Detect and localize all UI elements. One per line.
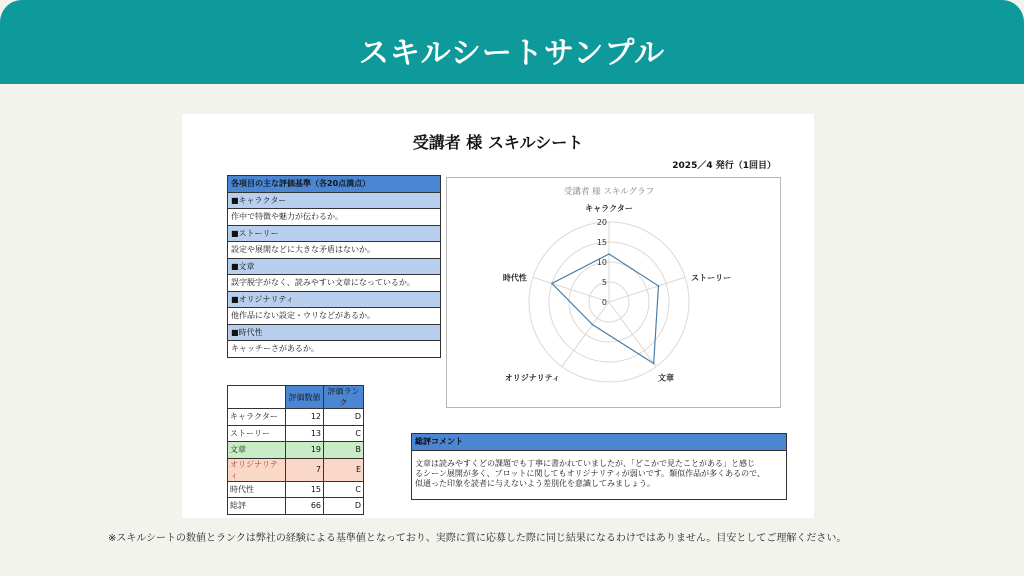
criteria-category: ■ストーリー	[228, 226, 440, 243]
radar-svg	[447, 178, 780, 407]
radar-tick-label: 20	[596, 218, 607, 227]
score-value: 12	[286, 409, 324, 426]
radar-data-point	[592, 324, 594, 326]
criteria-description: 作中で特徴や魅力が伝わるか。	[228, 209, 440, 226]
criteria-table	[227, 175, 441, 358]
radar-tick-label: 5	[601, 278, 607, 287]
radar-tick-label: 10	[596, 258, 607, 267]
comment-line: るシーン展開が多く、プロットに関してもオリジナリティが弱いです。類似作品が多くあるので、	[415, 469, 765, 478]
comment-box	[411, 433, 787, 500]
score-name: ストーリー	[228, 425, 286, 442]
score-rank: D	[324, 409, 364, 426]
score-rank: C	[324, 481, 364, 498]
criteria-heading: 各項目の主な評価基準（各20点満点）	[228, 176, 440, 193]
table-row	[228, 498, 364, 515]
criteria-description: 設定や展開などに大きな矛盾はないか。	[228, 242, 440, 259]
score-rank: C	[324, 425, 364, 442]
radar-category-label: 文章	[658, 373, 675, 383]
chart-title: 受講者 様 スキルグラフ	[563, 187, 655, 197]
score-rank: B	[324, 442, 364, 459]
score-table	[227, 385, 364, 515]
table-row	[228, 481, 364, 498]
issue-date: 2025／4 発行（1回目）	[672, 161, 776, 171]
score-value: 7	[286, 458, 324, 481]
criteria-category: ■キャラクター	[228, 193, 440, 210]
score-name: キャラクター	[228, 409, 286, 426]
header-banner	[0, 0, 1024, 84]
score-header-blank	[228, 386, 286, 409]
score-name: オリジナリティ	[228, 458, 286, 481]
score-rank: D	[324, 498, 364, 515]
skill-radar-chart	[446, 177, 781, 408]
radar-category-label: ストーリー	[691, 273, 732, 283]
radar-data-point	[608, 253, 610, 255]
score-header-value: 評価数値	[286, 386, 324, 409]
comment-body	[412, 451, 786, 489]
score-value: 13	[286, 425, 324, 442]
radar-category-label: 時代性	[502, 273, 527, 283]
table-row	[228, 425, 364, 442]
score-header-rank: 評価ランク	[324, 386, 364, 409]
comment-line: 似通った印象を読者に与えないよう差別化を意識してみましょう。	[415, 479, 655, 488]
radar-series-line	[552, 254, 659, 363]
table-row	[228, 458, 364, 481]
criteria-description: キャッチーさがあるか。	[231, 344, 319, 353]
criteria-category: ■時代性	[228, 325, 440, 342]
score-value: 66	[286, 498, 324, 515]
radar-data-point	[658, 285, 660, 287]
comment-heading: 総評コメント	[412, 434, 786, 451]
radar-spoke	[609, 277, 685, 302]
score-name: 文章	[228, 442, 286, 459]
criteria-category: ■オリジナリティ	[228, 292, 440, 309]
score-name: 時代性	[228, 481, 286, 498]
criteria-description: 他作品にない設定・ウリなどがあるか。	[228, 308, 440, 325]
radar-data-point	[653, 363, 655, 365]
radar-tick-label: 0	[601, 298, 607, 307]
score-header-row	[228, 386, 364, 409]
score-rank: E	[324, 458, 364, 481]
radar-tick-label: 15	[596, 238, 607, 247]
footnote: ※スキルシートの数値とランクは弊社の経験による基準値となっており、実際に賞に応募した際に同じ結果になるわけではありません。目安としてご理解ください。	[108, 533, 847, 544]
table-row	[228, 409, 364, 426]
score-name: 総評	[228, 498, 286, 515]
skill-sheet	[182, 114, 814, 518]
radar-category-label: キャラクター	[585, 204, 633, 213]
radar-data-point	[551, 283, 553, 285]
criteria-description: 誤字脱字がなく、読みやすい文章になっているか。	[228, 275, 440, 292]
table-row	[228, 442, 364, 459]
criteria-category: ■文章	[228, 259, 440, 276]
radar-category-label: オリジナリティ	[504, 373, 560, 383]
radar-spoke	[533, 277, 609, 302]
score-value: 15	[286, 481, 324, 498]
score-value: 19	[286, 442, 324, 459]
comment-line: 文章は読みやすくどの課題でも丁寧に書かれていましたが、「どこかで見たことがある」と感じ	[415, 459, 755, 468]
sheet-title: 受講者 様 スキルシート	[412, 133, 584, 152]
page-title: スキルシートサンプル	[358, 36, 666, 71]
